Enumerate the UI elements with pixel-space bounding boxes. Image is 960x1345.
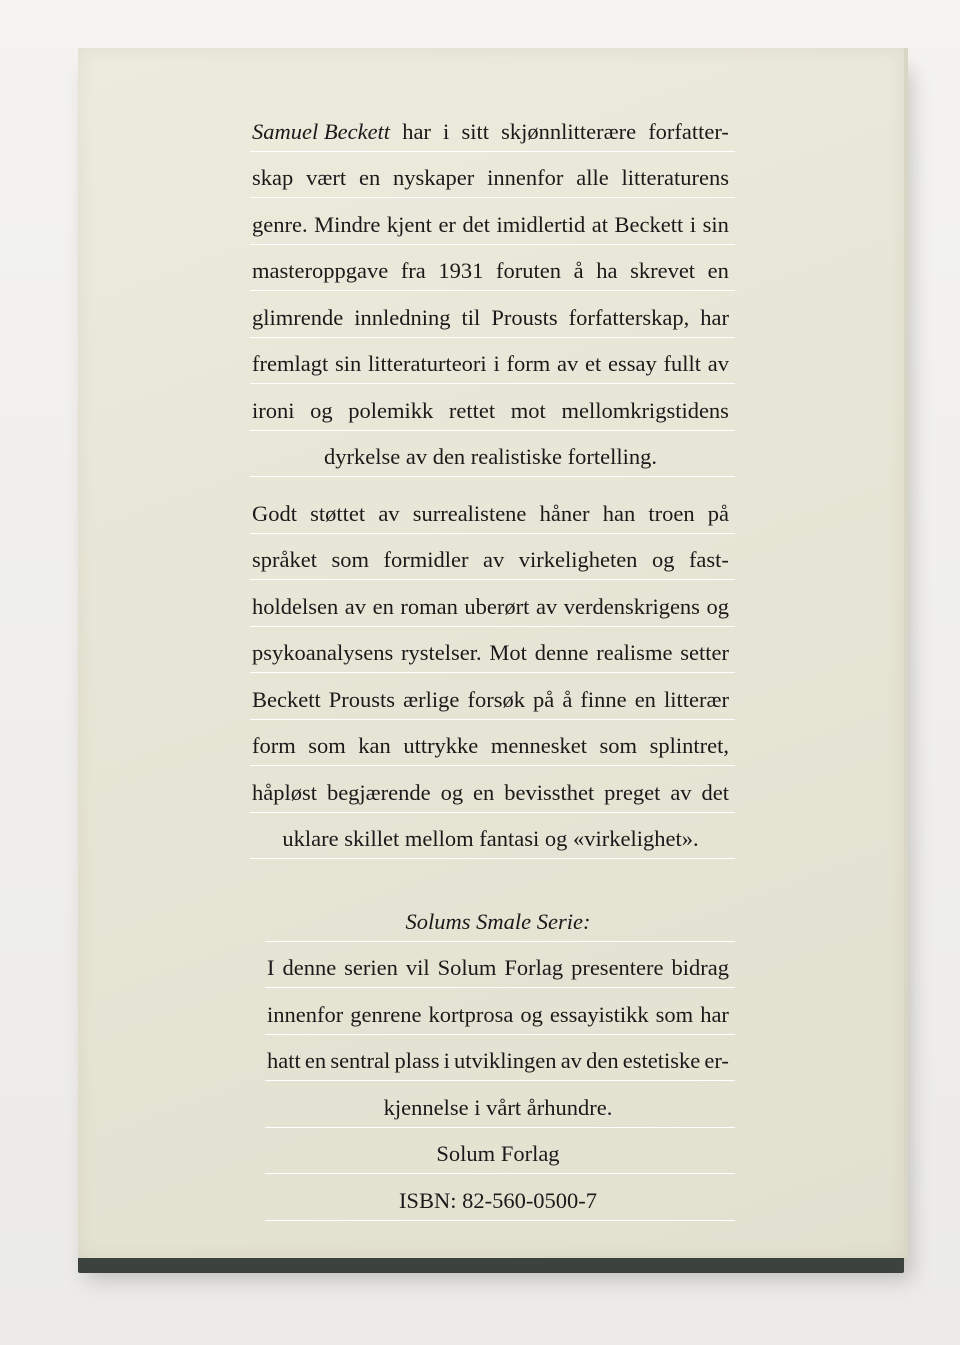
text-line: uklare skillet mellom fantasi og «virkelighet». [250,813,735,860]
text-line: Samuel Beckett har i sitt skjønnlitterære forfatter- [250,105,735,152]
series-title: Solums Smale Serie: [265,895,735,942]
text-line: kjennelse i vårt århundre. [265,1081,735,1128]
text-line: hatt en sentral plass i utviklingen av den estetiske er- [265,1035,735,1082]
text-line: håpløst begjærende og en bevissthet preget av det [250,766,735,813]
series-description [265,942,735,1128]
isbn: ISBN: 82-560-0500-7 [265,1174,735,1221]
text-line: Godt støttet av surrealistene håner han troen på [250,487,735,534]
text-line: innenfor genrene kortprosa og essayistikk som har [265,988,735,1035]
text-line: psykoanalysens rystelser. Mot denne realisme setter [250,627,735,674]
series-block [265,895,735,1221]
text-line: holdelsen av en roman uberørt av verdenskrigens og [250,580,735,627]
blurb-text [250,105,735,859]
text-line: Beckett Prousts ærlige forsøk på å finne en litterær [250,673,735,720]
text-line: språket som formidler av virkeligheten og fast- [250,534,735,581]
text-line: fremlagt sin litteraturteori i form av et essay fullt av [250,338,735,385]
publisher-name: Solum Forlag [265,1128,735,1175]
text-line: form som kan uttrykke mennesket som splintret, [250,720,735,767]
text-line: skap vært en nyskaper innenfor alle litteraturens [250,152,735,199]
text-line: dyrkelse av den realistiske fortelling. [250,431,735,478]
paragraph-1 [250,105,735,477]
text-line: genre. Mindre kjent er det imidlertid at Beckett i sin [250,198,735,245]
text-line: I denne serien vil Solum Forlag presentere bidrag [265,942,735,989]
text-line: masteroppgave fra 1931 foruten å ha skrevet en [250,245,735,292]
author-name: Samuel Beckett [252,118,391,144]
text-line: ironi og polemikk rettet mot mellomkrigstidens [250,384,735,431]
paragraph-2 [250,487,735,859]
text-line: glimrende innledning til Prousts forfatterskap, har [250,291,735,338]
